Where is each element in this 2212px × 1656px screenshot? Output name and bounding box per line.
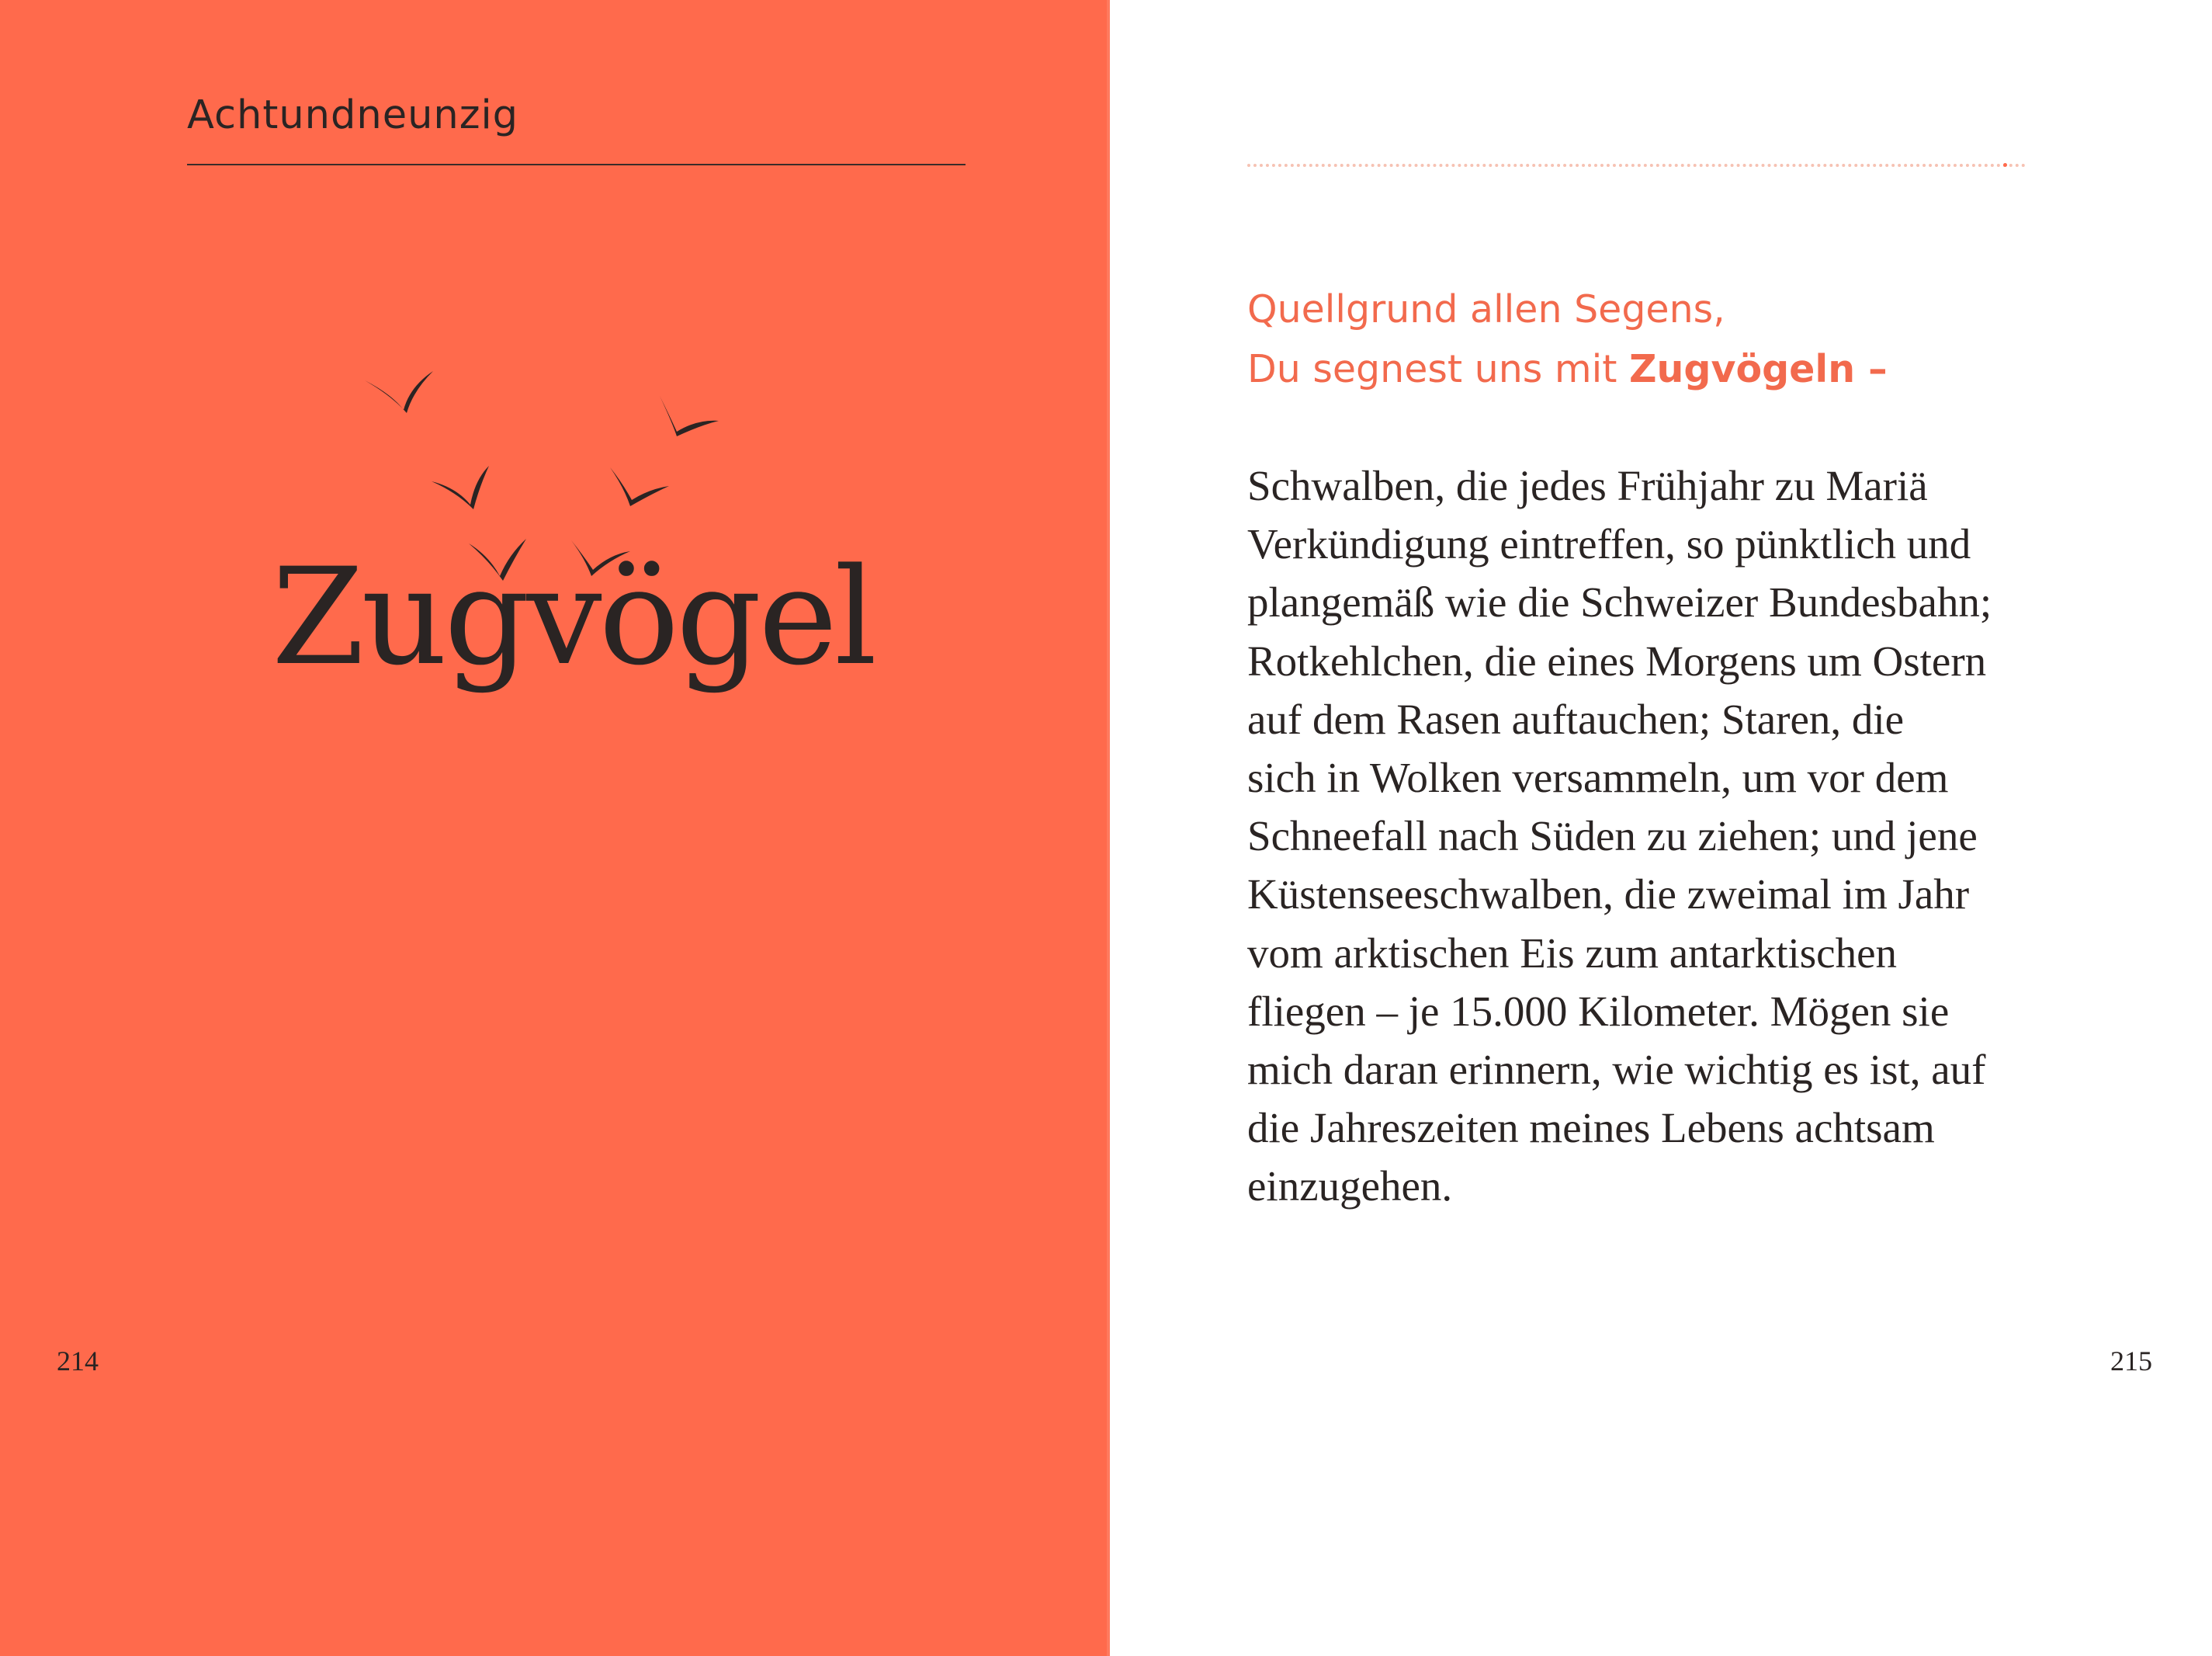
- invocation-line-2: [1247, 339, 1888, 399]
- body-line: auf dem Rasen auftauchen; Staren, die: [1247, 695, 1905, 743]
- invocation-heading: [1247, 279, 1888, 399]
- chapter-label: Achtundneunzig: [187, 92, 519, 138]
- body-line: Verkündigung eintreffen, so pünktlich und: [1247, 520, 1971, 568]
- page-number-right: 215: [2110, 1345, 2152, 1377]
- body-line: die Jahreszeiten meines Lebens achtsam: [1247, 1104, 1935, 1152]
- body-line: sich in Wolken versammeln, um vor dem: [1247, 754, 1949, 802]
- chapter-divider: [187, 164, 966, 165]
- body-line: mich daran erinnern, wie wichtig es ist, auf: [1247, 1046, 1986, 1094]
- body-line: Schwalben, die jedes Frühjahr zu Mariä: [1247, 462, 1928, 509]
- invocation-emphasis: Zugvögeln –: [1629, 347, 1888, 391]
- body-line: plangemäß wie die Schweizer Bundesbahn;: [1247, 578, 1992, 627]
- chapter-title: Zugvögel: [272, 539, 875, 695]
- invocation-line-1: Quellgrund allen Segens,: [1247, 287, 1725, 332]
- body-line: fliegen – je 15.000 Kilometer. Mögen sie: [1247, 987, 1950, 1035]
- body-line: vom arktischen Eis zum antarktischen: [1247, 929, 1897, 977]
- dotted-divider: [1247, 164, 2026, 167]
- body-paragraph: [1247, 457, 1992, 1216]
- invocation-line-2-text: Du segnest uns mit: [1247, 347, 1630, 391]
- body-line: Küstenseeschwalben, die zweimal im Jahr: [1247, 870, 1970, 918]
- body-line: Rotkehlchen, die eines Morgens um Ostern: [1247, 637, 1987, 685]
- page-number-left: 214: [57, 1345, 99, 1377]
- body-line: Schneefall nach Süden zu ziehen; und jene: [1247, 812, 1978, 860]
- divider-accent-dot: [2003, 163, 2007, 167]
- body-line: einzugehen.: [1247, 1162, 1453, 1210]
